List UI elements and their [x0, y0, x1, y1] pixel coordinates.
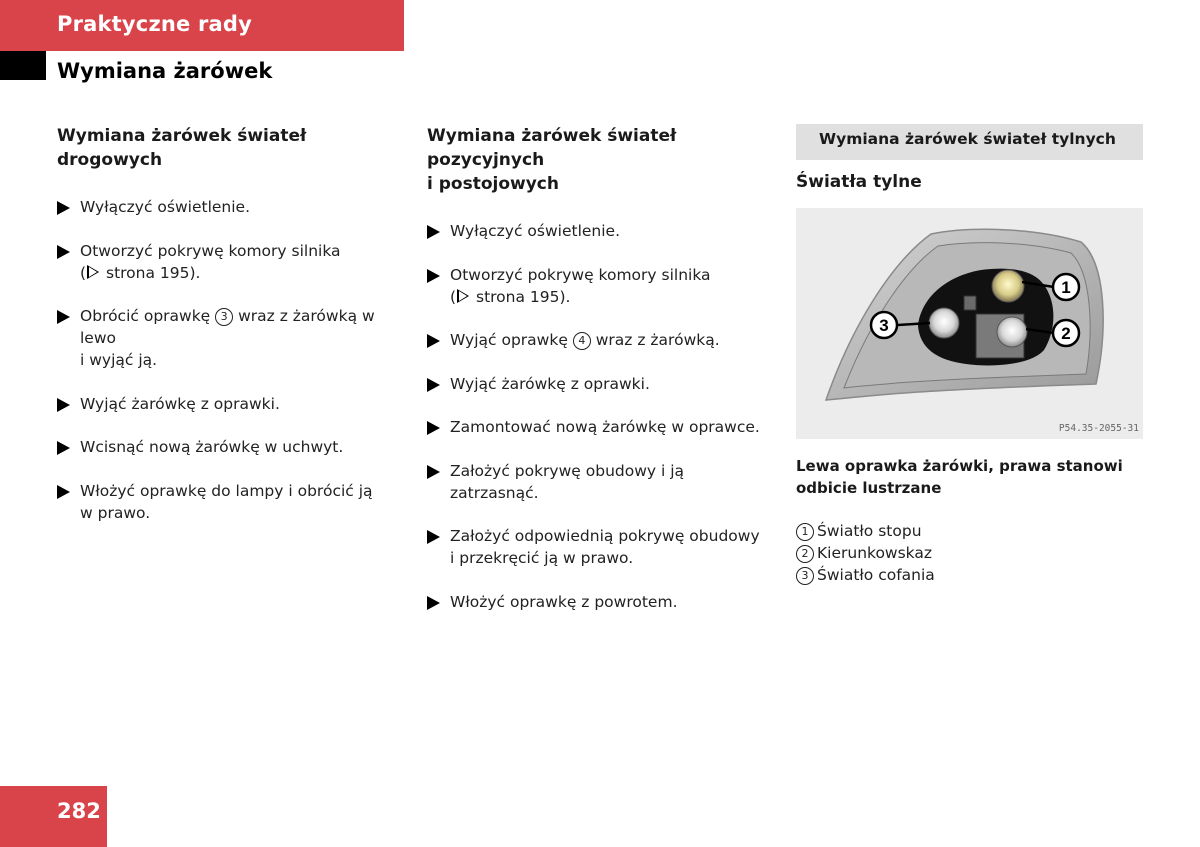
sub-heading: Światła tylne [796, 172, 922, 192]
list-item: Wyłączyć oświetlenie. [57, 196, 407, 218]
chapter-title: Praktyczne rady [57, 12, 253, 36]
list-item: Włożyć oprawkę do lampy i obrócić ją w prawo. [57, 480, 407, 524]
list-item: Włożyć oprawkę z powrotem. [427, 591, 777, 613]
bullet-arrow-icon [427, 421, 440, 435]
bullet-arrow-icon [427, 269, 440, 283]
list-item: Otworzyć pokrywę komory silnika ( strona 195). [57, 240, 407, 284]
page-reference-icon [457, 289, 469, 303]
column-parking-lights [427, 124, 777, 634]
svg-text:1: 1 [1061, 278, 1071, 297]
list-item: Założyć pokrywę obudowy i ją zatrzasnąć. [427, 460, 777, 504]
bullet-arrow-icon [57, 398, 70, 412]
steps-list [427, 220, 777, 613]
list-item: Obrócić oprawkę 3 wraz z żarówką w lewo i wyjąć ją. [57, 305, 407, 371]
callout-2 [1053, 320, 1079, 346]
heading-parking-lights: Wymiana żarówek świateł pozycyjnych i postojowych [427, 126, 677, 194]
callout-1 [1053, 274, 1079, 300]
circled-number: 4 [573, 332, 591, 350]
bulb-indicator [997, 317, 1027, 347]
list-item: Otworzyć pokrywę komory silnika ( strona 195). [427, 264, 777, 308]
bullet-arrow-icon [57, 201, 70, 215]
circled-number: 3 [796, 567, 814, 585]
column-high-beam [57, 124, 407, 545]
tail-light-illustration [796, 208, 1143, 439]
bullet-arrow-icon [427, 596, 440, 610]
list-item: 3 Światło cofania [796, 564, 1143, 586]
bulb-reverse [929, 308, 959, 338]
figure-caption: Lewa oprawka żarówki, prawa stanowi odbicie lustrzane [796, 457, 1123, 497]
circled-number: 1 [796, 523, 814, 541]
list-item: Wyjąć żarówkę z oprawki. [57, 393, 407, 415]
bullet-arrow-icon [427, 530, 440, 544]
svg-text:3: 3 [879, 316, 889, 335]
list-item: Wyłączyć oświetlenie. [427, 220, 777, 242]
tail-light-figure [796, 208, 1143, 439]
list-item: 1 Światło stopu [796, 520, 1143, 542]
bullet-arrow-icon [57, 245, 70, 259]
figure-legend [796, 520, 1143, 586]
bulb-socket-square [964, 296, 976, 310]
bullet-arrow-icon [427, 465, 440, 479]
box-title: Wymiana żarówek świateł tylnych [796, 124, 1143, 160]
circled-number: 3 [215, 308, 233, 326]
bulb-brake [992, 270, 1024, 302]
list-item: Wyjąć oprawkę 4 wraz z żarówką. [427, 329, 777, 351]
list-item: Założyć odpowiednią pokrywę obudowy i przekręcić ją w prawo. [427, 525, 777, 569]
bullet-arrow-icon [57, 441, 70, 455]
svg-text:2: 2 [1061, 324, 1071, 343]
heading-high-beam: Wymiana żarówek świateł drogowych [57, 126, 307, 170]
list-item: Wyjąć żarówkę z oprawki. [427, 373, 777, 395]
column-tail-lights [796, 124, 1143, 586]
bullet-arrow-icon [427, 334, 440, 348]
circled-number: 2 [796, 545, 814, 563]
bullet-arrow-icon [427, 378, 440, 392]
section-title: Wymiana żarówek [57, 59, 273, 83]
callout-3 [871, 312, 897, 338]
page-number: 282 [57, 799, 101, 823]
list-item: Wcisnąć nową żarówkę w uchwyt. [57, 436, 407, 458]
bullet-arrow-icon [57, 310, 70, 324]
list-item: 2 Kierunkowskaz [796, 542, 1143, 564]
section-marker [0, 51, 46, 80]
page-reference-icon [87, 265, 99, 279]
steps-list [57, 196, 407, 524]
bullet-arrow-icon [427, 225, 440, 239]
bullet-arrow-icon [57, 485, 70, 499]
figure-code: P54.35-2055-31 [1058, 423, 1139, 434]
list-item: Zamontować nową żarówkę w oprawce. [427, 416, 777, 438]
